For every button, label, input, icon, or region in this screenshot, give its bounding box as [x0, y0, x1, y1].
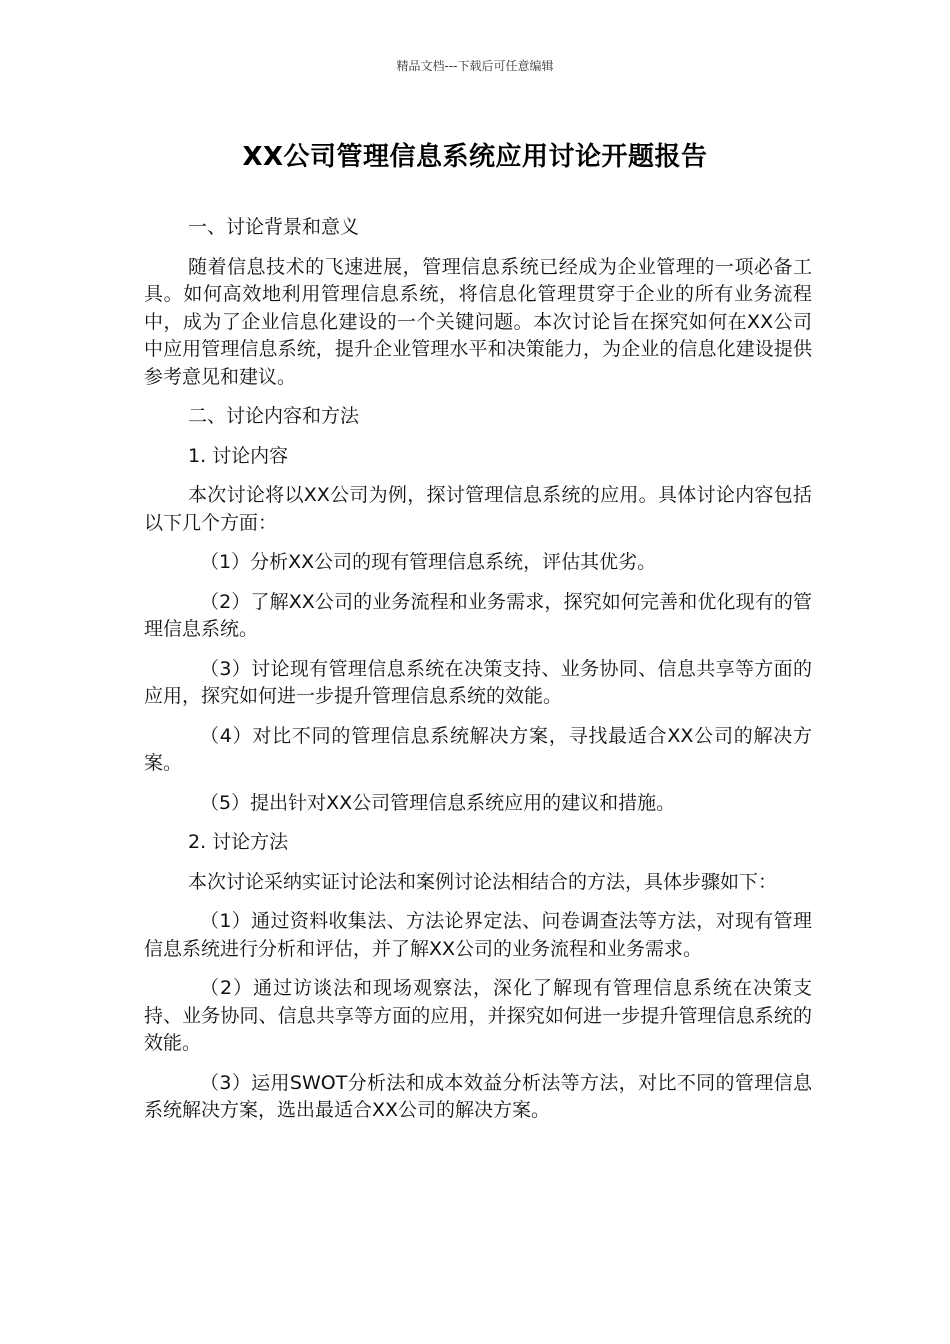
list-item-content-1: （1）分析XX公司的现有管理信息系统，评估其优劣。 [200, 551, 657, 573]
paragraph-background: 随着信息技术的飞速进展，管理信息系统已经成为企业管理的一项必备工具。如何高效地利用管理信息系统，将信息化管理贯穿于企业的所有业务流程中，成为了企业信息化建设的一个关键问题。本次讨论旨在探究如何在XX公司中应用管理信息系统，提升企业管理水平和决策能力，为企业的信息化建设提供参考意见和建议。 [144, 255, 812, 388]
list-item-content-3: （3）讨论现有管理信息系统在决策支持、业务协同、信息共享等方面的应用，探究如何进一步提升管理信息系统的效能。 [144, 657, 812, 707]
page-header-watermark: 精品文档---下载后可任意编辑 [396, 59, 554, 73]
subheading-content: 1. 讨论内容 [188, 444, 289, 467]
section-heading-content-method: 二、讨论内容和方法 [188, 405, 360, 427]
list-item-method-1: （1）通过资料收集法、方法论界定法、问卷调查法等方法，对现有管理信息系统进行分析和评估，并了解XX公司的业务流程和业务需求。 [144, 910, 812, 960]
section-heading-background: 一、讨论背景和意义 [188, 216, 360, 238]
paragraph-content-intro: 本次讨论将以XX公司为例，探讨管理信息系统的应用。具体讨论内容包括以下几个方面： [144, 484, 812, 534]
list-item-content-2: （2）了解XX公司的业务流程和业务需求，探究如何完善和优化现有的管理信息系统。 [144, 590, 812, 640]
document-title: XX公司管理信息系统应用讨论开题报告 [242, 142, 708, 172]
document-body [144, 214, 812, 1137]
list-item-content-5: （5）提出针对XX公司管理信息系统应用的建议和措施。 [200, 791, 676, 814]
subheading-method: 2. 讨论方法 [188, 831, 289, 853]
list-item-content-4: （4）对比不同的管理信息系统解决方案，寻找最适合XX公司的解决方案。 [144, 724, 812, 774]
list-item-method-3: （3）运用SWOT分析法和成本效益分析法等方法，对比不同的管理信息系统解决方案，选出最适合XX公司的解决方案。 [144, 1071, 812, 1121]
list-item-method-2: （2）通过访谈法和现场观察法，深化了解现有管理信息系统在决策支持、业务协同、信息共享等方面的应用，并探究如何进一步提升管理信息系统的效能。 [144, 977, 812, 1054]
paragraph-method-intro: 本次讨论采纳实证讨论法和案例讨论法相结合的方法，具体步骤如下： [188, 870, 778, 893]
